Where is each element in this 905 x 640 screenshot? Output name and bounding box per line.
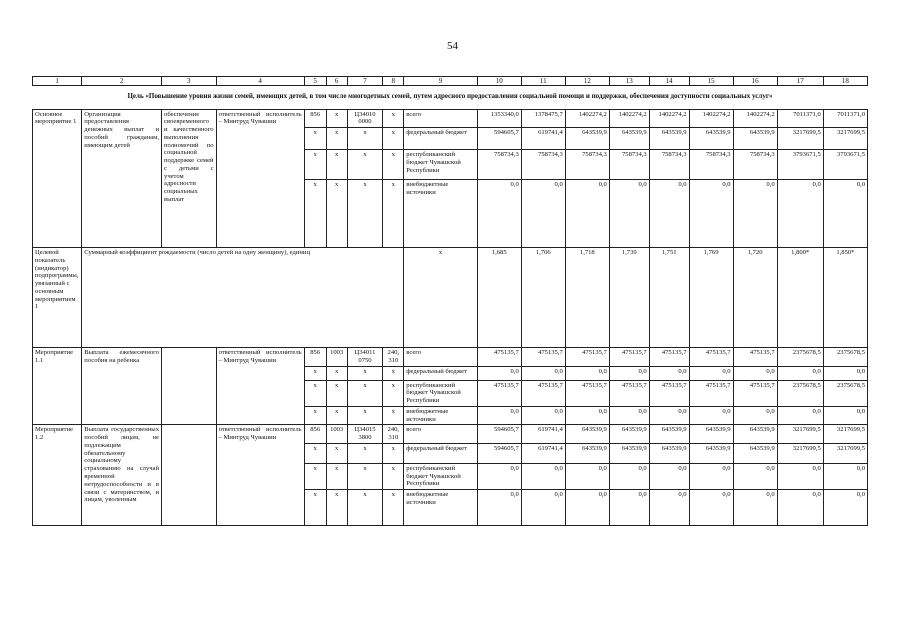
- funding-amount: 3217699,5: [823, 128, 867, 150]
- column-number: 15: [689, 77, 733, 86]
- funding-amount: 475135,7: [521, 380, 565, 406]
- funding-amount: 0,0: [649, 406, 689, 425]
- funding-amount: 643539,9: [609, 128, 649, 150]
- funding-source: всего: [404, 348, 477, 367]
- funding-source: федеральный бюджет: [404, 443, 477, 463]
- funding-amount: 475135,7: [565, 348, 609, 367]
- section-code: 1003: [326, 348, 347, 367]
- funding-amount: 619741,4: [521, 128, 565, 150]
- section-code: x: [326, 109, 347, 128]
- program-table: [32, 76, 868, 526]
- funding-amount: 1402274,2: [733, 109, 777, 128]
- funding-amount: 0,0: [609, 366, 649, 380]
- column-number: 9: [404, 77, 477, 86]
- indicator-value: 1,718: [565, 248, 609, 348]
- funding-amount: 643539,9: [609, 425, 649, 444]
- funding-amount: 3217699,5: [823, 425, 867, 444]
- funding-source: внебюджетные источники: [404, 490, 477, 526]
- event-name: Организация предоставления денежных выплат и пособий гражданам, имеющим детей: [82, 109, 162, 248]
- funding-amount: 1402274,2: [565, 109, 609, 128]
- target-article-code: x: [347, 180, 383, 248]
- funding-amount: 0,0: [649, 180, 689, 248]
- funding-amount: 0,0: [649, 490, 689, 526]
- column-number: 14: [649, 77, 689, 86]
- funding-amount: 0,0: [689, 463, 733, 489]
- expense-type-code: 240, 310: [383, 348, 404, 367]
- funding-amount: 7011371,0: [777, 109, 823, 128]
- column-number: 6: [326, 77, 347, 86]
- funding-amount: 594605,7: [477, 425, 521, 444]
- funding-amount: 0,0: [823, 463, 867, 489]
- column-number-row: [33, 77, 868, 86]
- column-number: 8: [383, 77, 404, 86]
- funding-amount: 643539,9: [733, 128, 777, 150]
- target-article-code: x: [347, 150, 383, 180]
- column-number: 5: [304, 77, 326, 86]
- event-status: Мероприятие 1.1: [33, 348, 82, 425]
- funding-amount: 0,0: [689, 406, 733, 425]
- funding-amount: 643539,9: [733, 425, 777, 444]
- funding-amount: 475135,7: [565, 380, 609, 406]
- funding-amount: 0,0: [777, 490, 823, 526]
- funding-amount: 0,0: [733, 490, 777, 526]
- funding-amount: 0,0: [521, 490, 565, 526]
- funding-amount: 0,0: [477, 490, 521, 526]
- funding-amount: 643539,9: [649, 443, 689, 463]
- indicator-label: Целевой показатель (индикатор) подпрограммы, увязанный с основным мероприятием 1: [33, 248, 82, 348]
- expense-type-code: x: [383, 180, 404, 248]
- responsible-executor: ответственный исполнитель – Минтруд Чувашии: [216, 425, 304, 526]
- expense-type-code: x: [383, 463, 404, 489]
- section-code: x: [326, 366, 347, 380]
- funding-amount: 0,0: [609, 180, 649, 248]
- funding-amount: 0,0: [733, 406, 777, 425]
- funding-amount: 0,0: [823, 490, 867, 526]
- funding-amount: 643539,9: [565, 128, 609, 150]
- section-code: x: [326, 490, 347, 526]
- grbs-code: 856: [304, 425, 326, 444]
- column-number: 12: [565, 77, 609, 86]
- grbs-code: x: [304, 406, 326, 425]
- target-article-code: x: [347, 128, 383, 150]
- funding-amount: 0,0: [777, 463, 823, 489]
- expense-type-code: 240, 310: [383, 425, 404, 444]
- funding-amount: 3217699,5: [777, 425, 823, 444]
- funding-amount: 0,0: [649, 366, 689, 380]
- indicator-value: 1,800*: [777, 248, 823, 348]
- expense-type-code: x: [383, 406, 404, 425]
- funding-source: федеральный бюджет: [404, 366, 477, 380]
- funding-amount: 0,0: [521, 406, 565, 425]
- funding-amount: 643539,9: [609, 443, 649, 463]
- indicator-value: 1,850*: [823, 248, 867, 348]
- funding-amount: 758734,3: [477, 150, 521, 180]
- funding-amount: 3217699,5: [777, 128, 823, 150]
- funding-amount: 475135,7: [609, 348, 649, 367]
- funding-amount: 1402274,2: [689, 109, 733, 128]
- funding-amount: 475135,7: [477, 380, 521, 406]
- funding-amount: 0,0: [733, 366, 777, 380]
- funding-amount: 758734,3: [609, 150, 649, 180]
- funding-amount: 0,0: [609, 406, 649, 425]
- target-article-code: x: [347, 490, 383, 526]
- responsible-executor: ответственный исполнитель – Минтруд Чувашии: [216, 109, 304, 248]
- indicator-value: 1,706: [521, 248, 565, 348]
- funding-source: федеральный бюджет: [404, 128, 477, 150]
- funding-amount: 475135,7: [733, 380, 777, 406]
- grbs-code: 856: [304, 109, 326, 128]
- funding-amount: 0,0: [649, 463, 689, 489]
- funding-amount: 0,0: [777, 180, 823, 248]
- funding-source: всего: [404, 425, 477, 444]
- funding-source: внебюджетные источники: [404, 406, 477, 425]
- column-number: 11: [521, 77, 565, 86]
- funding-amount: 594605,7: [477, 443, 521, 463]
- target-article-code: x: [347, 406, 383, 425]
- funding-source: внебюджетные источники: [404, 180, 477, 248]
- funding-amount: 0,0: [609, 463, 649, 489]
- funding-amount: 0,0: [823, 180, 867, 248]
- funding-amount: 0,0: [565, 463, 609, 489]
- funding-row: [33, 109, 868, 128]
- section-code: x: [326, 443, 347, 463]
- grbs-code: x: [304, 443, 326, 463]
- grbs-code: x: [304, 150, 326, 180]
- funding-amount: 643539,9: [689, 128, 733, 150]
- funding-amount: 1353340,0: [477, 109, 521, 128]
- funding-amount: 758734,3: [733, 150, 777, 180]
- expense-type-code: x: [383, 443, 404, 463]
- target-article-code: Ц34011 0750: [347, 348, 383, 367]
- funding-amount: 0,0: [733, 180, 777, 248]
- section-code: x: [326, 180, 347, 248]
- column-number: 7: [347, 77, 383, 86]
- expense-type-code: x: [383, 150, 404, 180]
- target-article-code: x: [347, 380, 383, 406]
- column-number: 10: [477, 77, 521, 86]
- event-status: Основное мероприятие 1: [33, 109, 82, 248]
- funding-amount: 758734,3: [521, 150, 565, 180]
- expense-type-code: x: [383, 128, 404, 150]
- funding-amount: 0,0: [823, 366, 867, 380]
- funding-amount: 0,0: [777, 406, 823, 425]
- target-article-code: x: [347, 463, 383, 489]
- funding-row: [33, 348, 868, 367]
- funding-amount: 0,0: [565, 366, 609, 380]
- funding-amount: 475135,7: [649, 380, 689, 406]
- goal-heading: Цель «Повышение уровня жизни семей, имеющих детей, в том числе многодетных семей, путем адресного предоставления социальной помощи и поддержки, обеспечения доступности социальных услуг»: [33, 86, 868, 109]
- funding-amount: 0,0: [777, 366, 823, 380]
- funding-amount: 0,0: [521, 180, 565, 248]
- funding-amount: 619741,4: [521, 425, 565, 444]
- column-number: 2: [82, 77, 162, 86]
- funding-amount: 0,0: [565, 490, 609, 526]
- grbs-code: x: [304, 380, 326, 406]
- column-number: 1: [33, 77, 82, 86]
- event-name: Выплата государственных пособий лицам, не подлежащим обязательному социальному страхованию на случай временной нетрудоспособности и в связи с материнством, и лицам, уволенным: [82, 425, 162, 526]
- event-goal: [162, 348, 217, 425]
- expense-type-code: x: [383, 109, 404, 128]
- event-name: Выплата ежемесячного пособия на ребенка: [82, 348, 162, 425]
- funding-amount: 475135,7: [649, 348, 689, 367]
- funding-amount: 2375678,5: [777, 348, 823, 367]
- target-indicator-row: [33, 248, 868, 348]
- target-article-code: Ц34010 0000: [347, 109, 383, 128]
- section-code: x: [326, 406, 347, 425]
- section-code: x: [326, 380, 347, 406]
- funding-amount: 475135,7: [477, 348, 521, 367]
- funding-amount: 0,0: [521, 463, 565, 489]
- funding-amount: 0,0: [689, 180, 733, 248]
- funding-amount: 0,0: [477, 406, 521, 425]
- grbs-code: x: [304, 128, 326, 150]
- funding-amount: 475135,7: [609, 380, 649, 406]
- column-number: 13: [609, 77, 649, 86]
- funding-amount: 758734,3: [689, 150, 733, 180]
- funding-source: республиканский бюджет Чувашской Республики: [404, 150, 477, 180]
- funding-amount: 1378475,7: [521, 109, 565, 128]
- funding-amount: 475135,7: [689, 380, 733, 406]
- section-code: x: [326, 128, 347, 150]
- funding-amount: 643539,9: [565, 443, 609, 463]
- funding-source: республиканский бюджет Чувашской Республики: [404, 380, 477, 406]
- funding-amount: 3217699,5: [777, 443, 823, 463]
- funding-amount: 758734,3: [649, 150, 689, 180]
- funding-amount: 0,0: [477, 463, 521, 489]
- funding-amount: 0,0: [477, 366, 521, 380]
- grbs-code: x: [304, 463, 326, 489]
- event-status: Мероприятие 1.2: [33, 425, 82, 526]
- indicator-value: 1,685: [477, 248, 521, 348]
- funding-amount: 1402274,2: [649, 109, 689, 128]
- funding-amount: 619741,4: [521, 443, 565, 463]
- funding-amount: 7011371,0: [823, 109, 867, 128]
- grbs-code: x: [304, 180, 326, 248]
- funding-amount: 1402274,2: [609, 109, 649, 128]
- column-number: 16: [733, 77, 777, 86]
- funding-amount: 0,0: [477, 180, 521, 248]
- funding-amount: 0,0: [823, 406, 867, 425]
- page-number: 54: [447, 40, 458, 52]
- funding-amount: 643539,9: [689, 425, 733, 444]
- funding-amount: 3793671,5: [777, 150, 823, 180]
- funding-amount: 0,0: [521, 366, 565, 380]
- funding-source: всего: [404, 109, 477, 128]
- event-goal: [162, 425, 217, 526]
- funding-amount: 643539,9: [733, 443, 777, 463]
- indicator-value: 1,720: [733, 248, 777, 348]
- funding-amount: 0,0: [689, 366, 733, 380]
- goal-row: [33, 86, 868, 109]
- funding-amount: 0,0: [689, 490, 733, 526]
- target-article-code: x: [347, 366, 383, 380]
- indicator-value: 1,751: [649, 248, 689, 348]
- funding-amount: 643539,9: [649, 425, 689, 444]
- responsible-executor: ответственный исполнитель – Минтруд Чувашии: [216, 348, 304, 425]
- funding-source: республиканский бюджет Чувашской Республики: [404, 463, 477, 489]
- funding-amount: 2375678,5: [823, 380, 867, 406]
- funding-amount: 758734,3: [565, 150, 609, 180]
- target-article-code: x: [347, 443, 383, 463]
- funding-amount: 643539,9: [565, 425, 609, 444]
- indicator-text: Суммарный коэффициент рождаемости (число детей на одну женщину), единиц: [82, 248, 404, 348]
- section-code: x: [326, 463, 347, 489]
- section-code: x: [326, 150, 347, 180]
- section-code: 1003: [326, 425, 347, 444]
- grbs-code: x: [304, 490, 326, 526]
- funding-amount: 594605,7: [477, 128, 521, 150]
- expense-type-code: x: [383, 380, 404, 406]
- funding-amount: 643539,9: [649, 128, 689, 150]
- funding-amount: 475135,7: [733, 348, 777, 367]
- expense-type-code: x: [383, 490, 404, 526]
- column-number: 17: [777, 77, 823, 86]
- grbs-code: 856: [304, 348, 326, 367]
- funding-amount: 2375678,5: [777, 380, 823, 406]
- column-number: 4: [216, 77, 304, 86]
- expense-type-code: x: [383, 366, 404, 380]
- indicator-value: 1,769: [689, 248, 733, 348]
- funding-amount: 3793671,5: [823, 150, 867, 180]
- funding-amount: 3217699,5: [823, 443, 867, 463]
- indicator-source: x: [404, 248, 477, 348]
- target-article-code: Ц34015 3800: [347, 425, 383, 444]
- funding-amount: 0,0: [733, 463, 777, 489]
- grbs-code: x: [304, 366, 326, 380]
- funding-amount: 0,0: [565, 406, 609, 425]
- funding-row: [33, 425, 868, 444]
- funding-amount: 0,0: [609, 490, 649, 526]
- funding-amount: 2375678,5: [823, 348, 867, 367]
- column-number: 18: [823, 77, 867, 86]
- funding-amount: 475135,7: [689, 348, 733, 367]
- funding-amount: 0,0: [565, 180, 609, 248]
- funding-amount: 643539,9: [689, 443, 733, 463]
- event-goal: обеспечение своевременного и качественного выполнения полномочий по социальной поддержке семей с детьми с учетом адресности социальных выплат: [162, 109, 217, 248]
- funding-amount: 475135,7: [521, 348, 565, 367]
- indicator-value: 1,739: [609, 248, 649, 348]
- column-number: 3: [162, 77, 217, 86]
